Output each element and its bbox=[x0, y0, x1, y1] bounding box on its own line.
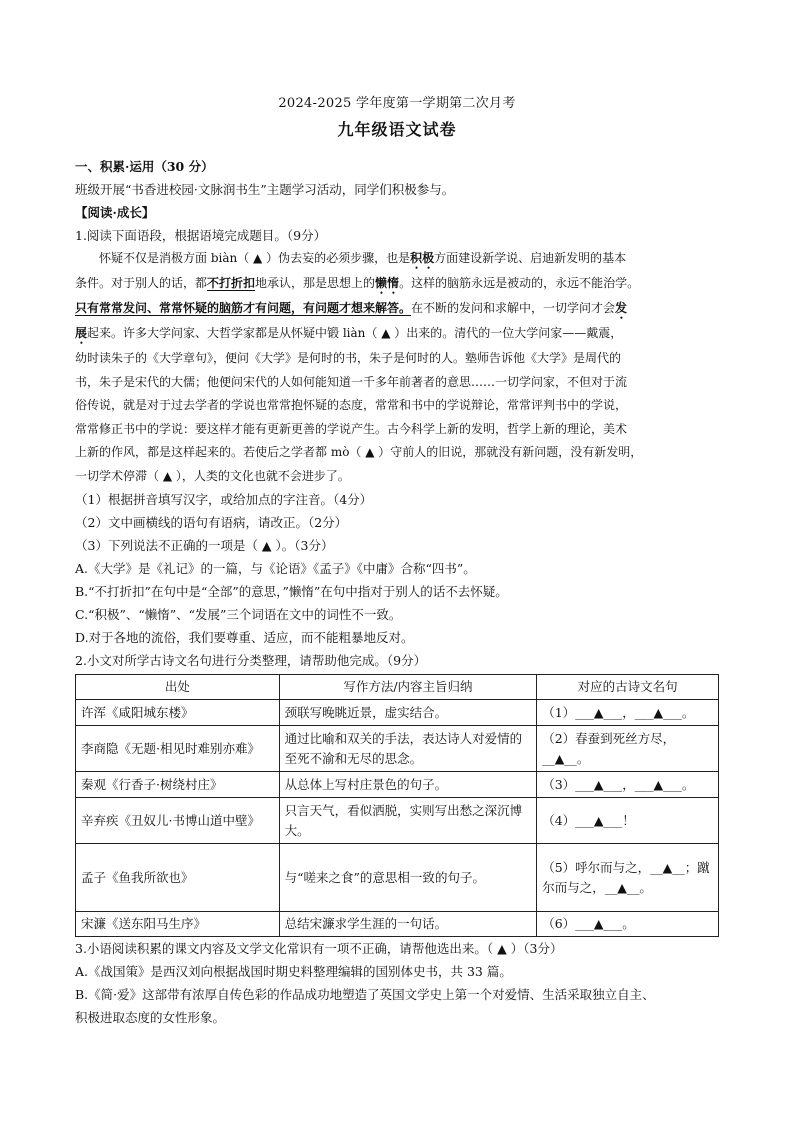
q1-sub3: （3）下列说法不正确的一项是（ ▲ ）。（3分） bbox=[75, 538, 334, 553]
q1-option-d: D.对于各地的流俗，我们要尊重、适应，而不能粗暴地反对。 bbox=[75, 630, 414, 645]
table-header: 对应的古诗文名句 bbox=[537, 675, 719, 700]
passage-line: 俗传说，就是对于过去学者的学说也常常抱怀疑的态度，常常和书中的学说辩论，常常评判书中的学说， bbox=[75, 398, 628, 412]
table-cell-method: 只言天气，看似洒脱，实则写出愁之深沉博大。 bbox=[279, 798, 537, 844]
dotted-word: 懒惰 bbox=[375, 276, 400, 290]
table-row bbox=[76, 844, 719, 912]
q3-option-a: A.《战国策》是西汉刘向根据战国时期史料整理编辑的国别体史书，共 33 篇。 bbox=[75, 964, 512, 979]
q1-sub2: （2）文中画横线的语句有语病，请改正。（2分） bbox=[75, 515, 348, 530]
passage-line: 一切学术停滞（ ▲ ），人类的文化也就不会进步了。 bbox=[75, 468, 350, 483]
table-header: 出处 bbox=[76, 675, 280, 700]
q3-option-b-cont: 积极进取态度的女性形象。 bbox=[75, 1010, 226, 1025]
table-cell-source: 秦观《行香子·树绕村庄》 bbox=[76, 772, 280, 798]
table-cell-source: 孟子《鱼我所欲也》 bbox=[76, 844, 280, 912]
section-intro: 班级开展“书香进校园·文脉润书生”主题学习活动，同学们积极参与。 bbox=[75, 182, 455, 197]
table-cell-source: 宋濂《送东阳马生序》 bbox=[76, 912, 280, 937]
table-cell-method: 与“嗟来之食”的意思相一致的句子。 bbox=[279, 844, 537, 912]
q1-option-a: A.《大学》是《礼记》的一篇，与《论语》《孟子》《中庸》合称“四书”。 bbox=[75, 561, 476, 576]
table-cell-answer[interactable]: （2）春蚕到死丝方尽，__▲__。 bbox=[537, 726, 719, 772]
table-cell-source: 李商隐《无题·相见时难别亦难》 bbox=[76, 726, 280, 772]
underlined-faulty-sentence: 只有常常发问、常常怀疑的脑筋才有问题，有问题才想来解答。 bbox=[75, 301, 412, 315]
table-cell-method: 从总体上写村庄景色的句子。 bbox=[279, 772, 537, 798]
table-cell-answer[interactable]: （6）___▲___。 bbox=[537, 912, 719, 937]
q1-passage bbox=[75, 247, 719, 488]
table-cell-method: 颈联写晚眺近景，虚实结合。 bbox=[279, 700, 537, 726]
passage-line: 常常修正书中的学说：要这样才能有更新更善的学说产生。古今科学上新的发明，哲学上新的理论，美术 bbox=[75, 421, 628, 436]
q2-stem: 2.小文对所学古诗文名句进行分类整理，请帮助他完成。（9分） bbox=[75, 653, 427, 668]
table-cell-answer[interactable]: （1）___▲___，___▲___。 bbox=[537, 700, 719, 726]
dotted-word: 积极 bbox=[410, 251, 435, 265]
passage-line: 怀疑不仅是消极方面 biàn（ ▲ ）伪去妄的必须步骤，也是积极方面建设新学说、启迪新发明的基本 bbox=[99, 251, 627, 265]
q3-stem: 3.小语阅读积累的课文内容及文学文化常识有一项不正确，请帮他选出来。（ ▲ ）（3分） bbox=[75, 941, 563, 956]
table-row bbox=[76, 798, 719, 844]
q1-option-b: B.“不打折扣”在句中是“全部”的意思，”懒惰”在句中指对于别人的话不去怀疑。 bbox=[75, 584, 508, 599]
table-header-row bbox=[76, 675, 719, 700]
exam-title: 九年级语文试卷 bbox=[337, 120, 457, 139]
passage-line: 只有常常发问、常常怀疑的脑筋才有问题，有问题才想来解答。在不断的发问和求解中，一切学问才会发 bbox=[75, 301, 628, 315]
table-header: 写作方法/内容主旨归纳 bbox=[279, 675, 537, 700]
q3-option-b: B.《简·爱》这部带有浓厚自传色彩的作品成功地塑造了英国文学史上第一个对爱情、生活采取独立自主、 bbox=[75, 987, 655, 1002]
table-row bbox=[76, 912, 719, 937]
table-cell-source: 辛弃疾《丑奴儿·书博山道中壁》 bbox=[76, 798, 280, 844]
table-row bbox=[76, 726, 719, 772]
dotted-word: 发 bbox=[615, 301, 628, 315]
passage-line: 书，朱子是宋代的大儒；他便问宋代的人如何能知道一千多年前著者的意思……一切学问家，不但对于流 bbox=[75, 374, 628, 389]
table-cell-answer[interactable]: （4）___▲___！ bbox=[537, 798, 719, 844]
table-row bbox=[76, 772, 719, 798]
table-cell-method: 总结宋濂求学生涯的一句话。 bbox=[279, 912, 537, 937]
table-cell-source: 许浑《咸阳城东楼》 bbox=[76, 700, 280, 726]
q2-table bbox=[75, 674, 719, 937]
table-row bbox=[76, 700, 719, 726]
passage-line: 幼时读朱子的《大学章句》，便问《大学》是何时的书，朱子是何时的人。塾师告诉他《大学》是周代的 bbox=[75, 351, 622, 365]
section-heading: 一、积累·运用（30 分） bbox=[75, 159, 214, 174]
exam-page bbox=[75, 95, 719, 1029]
dotted-word: 展 bbox=[75, 326, 88, 340]
exam-subtitle: 2024-2025 学年度第一学期第二次月考 bbox=[278, 96, 516, 111]
q1-stem: 1.阅读下面语段，根据语境完成题目。（9分） bbox=[75, 228, 327, 243]
q1-sub1: （1）根据拼音填写汉字，或给加点的字注音。（4分） bbox=[75, 492, 373, 507]
table-cell-answer[interactable]: （5）呼尔而与之，__▲__；蹴尔而与之，__▲__。 bbox=[537, 844, 719, 912]
table-cell-answer[interactable]: （3）___▲___，___▲___。 bbox=[537, 772, 719, 798]
q1-option-c: C.“积极”、“懒惰”、“发展”三个词语在文中的词性不一致。 bbox=[75, 607, 402, 622]
passage-line: 上新的作风，都是这样起来的。若使后之学者都 mò（ ▲ ）守前人的旧说，那就没有新问题，没有新发明， bbox=[75, 445, 643, 459]
passage-line: 展起来。许多大学问家、大哲学家都是从怀疑中锻 liàn（ ▲ ）出来的。清代的一位大学问家——戴震， bbox=[75, 326, 623, 340]
table-cell-method: 通过比喻和双关的手法，表达诗人对爱情的至死不渝和无尽的思念。 bbox=[279, 726, 537, 772]
subsection-heading: 【阅读·成长】 bbox=[75, 205, 155, 220]
passage-line: 条件。对于别人的话，都不打折扣地承认，那是思想上的懒惰。这样的脑筋永远是被动的，永远不能治学。 bbox=[75, 276, 640, 290]
bold-underlined-word: 不打折扣 bbox=[207, 276, 256, 290]
